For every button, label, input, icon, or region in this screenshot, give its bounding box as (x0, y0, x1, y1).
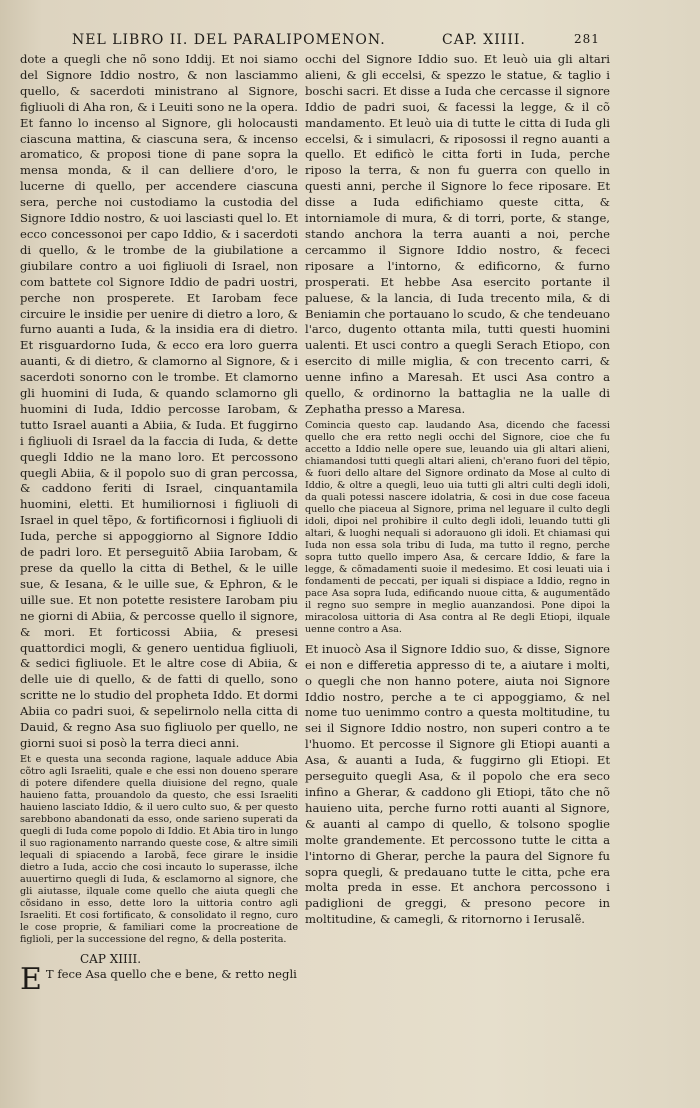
chapter-opening (20, 961, 298, 997)
right-column (305, 52, 610, 1052)
chapter-heading: CAP XIIII. (80, 951, 142, 966)
left-commentary: Et e questa una seconda ragione, laquale adduce Abia cõtro agli Israeliti, quale e che essi non doueno sperare di potere difendere quella diuisione del regno, quale hauieno fatta, prouandolo da questo, che essi Israeliti hauieno lasciato Iddio, & il uero culto suo, & per questo sarebbono abandonati da esso, onde sarieno superati da quegli di Iuda come popolo di Iddio. Et Abia tiro in lungo il suo ragionamento narrando queste cose, & altre simili lequali di spiacendo a Iarobã, fece girare le insidie dietro a Iuda, accio che cosi incauto lo superasse, ilche auuertirno quegli di Iuda, & esclamorno al signore, che gli aiutasse, ilquale come quello che aiuta quegli che cõsidano in esso, dette loro la uittoria contro agli Israeliti. Et cosi fortificato, & consolidato il regno, curo le cose proprie, & familiari come la procreatione de figlioli, per la successione del regno, & della posterita. (20, 753, 298, 945)
chapter-label: CAP. XIIII. (442, 32, 526, 48)
right-commentary: Comincia questo cap. laudando Asa, dicendo che facessi quello che era retto negli occhi del Signore, cioe che fu accetto a Iddio nelle opere sue, leuando uia gli altari alieni, chiamandosi tutti quegli altari alieni, ch'erano fuori del tẽpio, & fuori dello altare del Signore ordinato da Mose al culto di Iddio, & oltre a quegli, leuo uia tutti gli altri culti degli idoli, da quali potessi nascere idolatria, & cosi in due cose faceua quello che piaceua al Signore, prima nel leguare il culto degli idoli, dipoi nel prohibire il culto degli idoli, leuando tutti gli altari, & luoghi nequali si adorauono gli idoli. Et chiamasi qui Iuda non essa sola tribu di Iuda, ma tutto il regno, perche sopra tutto quello impero Asa, & cercare Iddio, & fare la legge, & cõmadamenti suoie il medesimo. Et cosi leuati uia i fondamenti de peccati, per iquali si dispiace a Iddio, regno in pace Asa sopra Iuda, edificando nuoue citta, & augumentãdo il regno suo sempre in meglio auanzandosi. Pone dipoi la miracolosa uittoria di Asa contra al Re degli Etiopi, ilquale uenne contro a Asa. (305, 419, 610, 635)
running-title: NEL LIBRO II. DEL PARALIPOMENON. (72, 32, 386, 48)
right-body-text-continued: Et inuocò Asa il Signore Iddio suo, & disse, Signore ei non e differetia appresso di te, a aiutare i molti, o quegli che non hanno potere, aiuta noi Signore Iddio nostro, perche a te ci appoggiamo, & nel nome tuo uenimmo contro a questa moltitudine, tu sei il Signore Iddio nostro, non superi contro a te l'huomo. Et percosse il Signore gli Etiopi auanti a Asa, & auanti a Iuda, & fuggirno gli Etiopi. Et perseguito quegli Asa, & il popolo che era seco infino a Gherar, & caddono gli Etiopi, tãto che nõ hauieno uita, perche furno rotti auanti al Signore, & auanti al campo di quello, & tolsono spoglie molte grandemente. Et percossono tutte le citta a l'intorno di Gherar, perche la paura del Signore fu sopra quegli, & predauano tutte le citta, pche era molta preda in esse. Et anchora percossono i padiglioni de greggi, & presono pecore in moltitudine, & camegli, & ritornorno i Ierusalẽ. (305, 641, 610, 927)
drop-cap: E (20, 961, 42, 997)
chapter-start-text: T fece Asa quello che e bene, & retto negli (45, 966, 297, 981)
left-column (20, 52, 298, 1052)
right-body-text: occhi del Signore Iddio suo. Et leuò uia gli altari alieni, & gli eccelsi, & spezzo le statue, & taglio i boschi sacri. Et disse a Iuda che cercasse il signore Iddio de padri suoi, & facessi la legge, & il cõ mandamento. Et leuò uia di tutte le citta di Iuda gli eccelsi, & i simulacri, & riposossi il regno auanti a quello. Et edificò le citta forti in Iuda, perche riposo la terra, & non fu guerra con quello in questi anni, perche il Signore lo fece riposare. Et disse a Iuda edifichiamo queste citta, & intorniamole di mura, & di torri, porte, & stange, stando anchora la terra auanti a noi, perche cercammo il Signore Iddio nostro, & fececi riposare a l'intorno, & edificorno, & furno prosperati. Et hebbe Asa esercito portante il paluese, & la lancia, di Iuda trecento mila, & di Beniamin che portauano lo scudo, & che tendeuano l'arco, dugento ottanta mila, tutti questi huomini ualenti. Et usci contro a quegli Serach Etiopo, con esercito di mille miglia, & con trecento carri, & uenne infino a Maresah. Et usci Asa contro a quello, & ordinorno la battaglia ne la ualle di Zephatha presso a Maresa. (305, 52, 610, 416)
page-number: 281 (574, 32, 600, 46)
left-body-text: dote a quegli che nõ sono Iddij. Et noi siamo del Signore Iddio nostro, & non lasciammo quello, & sacerdoti ministrano al Signore, figliuoli di Aha ron, & i Leuiti sono ne la opera. Et fanno lo incenso al Signore, gli holocausti ciascuna mattina, & ciascuna sera, & incenso aromatico, & proposi tione di pane sopra la mensa monda, & il can delliere d'oro, le lucerne di quello, per accendere ciascuna sera, perche noi custodiamo la custodia del Signore Iddio nostro, & uoi lasciasti quel lo. Et ecco concessonoi per capo Iddio, & i sacerdoti di quello, & le trombe de la giubilatione a giubilare contro a uoi figliuoli di Israel, non com battete col Signore Iddio de padri uostri, perche non prosperete. Et Iarobam fece circuire le insidie per uenire di dietro a loro, & furno auanti a Iuda, & la insidia era di dietro. Et risguardorno Iuda, & ecco era loro guerra auanti, & di dietro, & clamorno al Signore, & i sacerdoti sonorno con le trombe. Et clamorno gli huomini di Iuda, & quando sclamorno gli huomini di Iuda, Iddio percosse Iarobam, & tutto Israel auanti a Abiia, & Iuda. Et fuggirno i figliuoli di Israel da la faccia di Iuda, & dette quegli Iddio ne la mano loro. Et percossono quegli Abiia, & il popolo suo di gran percossa, & caddono feriti di Israel, cinquantamila huomini, eletti. Et humiliornosi i figliuoli di Israel in quel tẽpo, & fortificornosi i figliuoli di Iuda, perche si appoggiorno al Signore Iddio de padri loro. Et perseguitõ Abiia Iarobam, & prese da quello la citta di Bethel, & le uille sue, & Iesana, & le uille sue, & Ephron, & le uille sue. Et non potette resistere Iarobam piu ne giorni di Abiia, & percosse quello il signore, & mori. Et forticossi Abiia, & presesi quattordici mogli, & genero uentidua figliuoli, & sedici figliuole. Et le altre cose di Abiia, & delle uie di quello, & de fatti di quello, sono scritte ne lo studio del propheta Iddo. Et dormi Abiia co padri suoi, & sepelirnolo nella citta di Dauid, & regno Asa suo figliuolo per quello, ne giorni suoi si posò la terra dieci anni. (20, 52, 298, 750)
